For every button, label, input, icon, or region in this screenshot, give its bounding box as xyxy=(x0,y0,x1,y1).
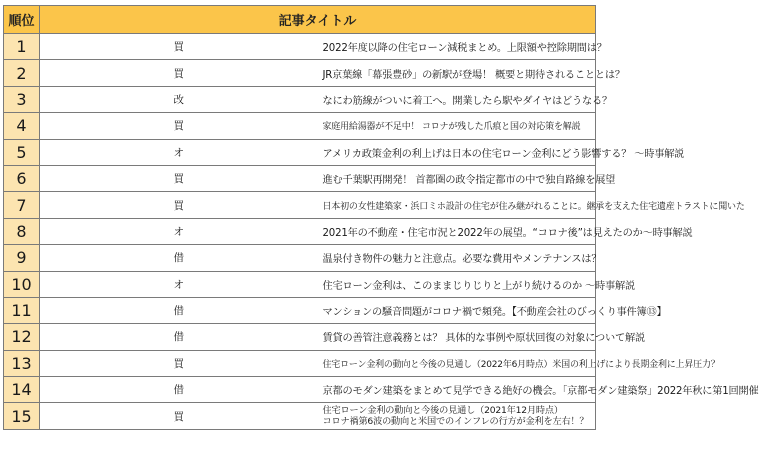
table-row[interactable] xyxy=(4,192,596,218)
title-header: 記事タイトル xyxy=(40,6,596,34)
article-title-link[interactable]: なにわ筋線がついに着工へ。開業したら駅やダイヤはどうなる？ xyxy=(318,86,596,112)
table-row[interactable] xyxy=(4,297,596,323)
category-badge: 借 xyxy=(40,245,318,271)
category-badge: 買 xyxy=(40,34,318,60)
category-badge: 買 xyxy=(40,192,318,218)
rank-cell: 8 xyxy=(4,218,40,244)
article-title-link[interactable]: 住宅ローン金利の動向と今後の見通し（2022年6月時点）米国の利上げにより長期金利に上昇圧力？ xyxy=(318,350,596,376)
table-row[interactable] xyxy=(4,139,596,165)
article-title-link[interactable]: 家庭用給湯器が不足中！ コロナが残した爪痕と国の対応策を解説 xyxy=(318,113,596,139)
table-row[interactable] xyxy=(4,86,596,112)
rank-cell: 12 xyxy=(4,324,40,350)
table-row[interactable] xyxy=(4,271,596,297)
rank-cell: 5 xyxy=(4,139,40,165)
ranking-table-container xyxy=(3,5,759,430)
table-row[interactable] xyxy=(4,34,596,60)
table-row[interactable] xyxy=(4,403,596,429)
table-row[interactable] xyxy=(4,245,596,271)
table-row[interactable] xyxy=(4,60,596,86)
rank-cell: 2 xyxy=(4,60,40,86)
article-title-link[interactable]: JR京葉線「幕張豊砂」の新駅が登場！ 概要と期待されることとは？ xyxy=(318,60,596,86)
category-badge: オ xyxy=(40,271,318,297)
category-badge: オ xyxy=(40,139,318,165)
article-title-link[interactable]: 進む千葉駅再開発！ 首都圏の政令指定都市の中で独自路線を展望 xyxy=(318,165,596,191)
table-row[interactable] xyxy=(4,218,596,244)
rank-cell: 7 xyxy=(4,192,40,218)
category-badge: 買 xyxy=(40,60,318,86)
article-title-link[interactable]: 日本初の女性建築家・浜口ミホ設計の住宅が住み継がれることに。継承を支えた住宅遺産トラストに聞いた xyxy=(318,192,596,218)
table-row[interactable] xyxy=(4,324,596,350)
category-badge: 借 xyxy=(40,377,318,403)
article-title-link[interactable]: 温泉付き物件の魅力と注意点。必要な費用やメンテナンスは？ xyxy=(318,245,596,271)
rank-cell: 11 xyxy=(4,297,40,323)
category-badge: 借 xyxy=(40,324,318,350)
rank-cell: 14 xyxy=(4,377,40,403)
article-title-line: 住宅ローン金利の動向と今後の見通し（2021年12月時点） xyxy=(322,405,563,417)
table-row[interactable] xyxy=(4,377,596,403)
article-title-link[interactable]: マンションの騒音問題がコロナ禍で頻発。【不動産会社のびっくり事件簿⑬】 xyxy=(318,297,596,323)
rank-cell: 1 xyxy=(4,34,40,60)
table-row[interactable] xyxy=(4,350,596,376)
rank-header: 順位 xyxy=(4,6,40,34)
category-badge: 買 xyxy=(40,165,318,191)
table-row[interactable] xyxy=(4,165,596,191)
article-title-link[interactable] xyxy=(318,403,596,429)
rank-cell: 6 xyxy=(4,165,40,191)
article-title-line: コロナ禍第6波の動向と米国でのインフレの行方が金利を左右！？ xyxy=(322,416,589,428)
category-badge: 借 xyxy=(40,297,318,323)
table-row[interactable] xyxy=(4,113,596,139)
article-title-link[interactable]: 住宅ローン金利は、このままじりじりと上がり続けるのか ～時事解説 xyxy=(318,271,596,297)
table-header-row xyxy=(4,6,596,34)
rank-cell: 4 xyxy=(4,113,40,139)
rank-cell: 13 xyxy=(4,350,40,376)
article-title-link[interactable]: 京都のモダン建築をまとめて見学できる絶好の機会。「京都モダン建築祭」2022年秋に第1回開催 xyxy=(318,377,596,403)
category-badge: オ xyxy=(40,218,318,244)
article-title-link[interactable]: 2021年の不動産・住宅市況と2022年の展望。“コロナ後”は見えたのか～時事解説 xyxy=(318,218,596,244)
category-badge: 改 xyxy=(40,86,318,112)
rank-cell: 3 xyxy=(4,86,40,112)
category-badge: 買 xyxy=(40,350,318,376)
category-badge: 買 xyxy=(40,403,318,429)
rank-cell: 10 xyxy=(4,271,40,297)
ranking-table xyxy=(3,5,759,430)
category-badge: 買 xyxy=(40,113,318,139)
article-title-link[interactable]: 2022年度以降の住宅ローン減税まとめ。上限額や控除期間は？ xyxy=(318,34,596,60)
article-title-link[interactable]: 賃貸の善管注意義務とは？ 具体的な事例や原状回復の対象について解説 xyxy=(318,324,596,350)
rank-cell: 15 xyxy=(4,403,40,429)
article-title-link[interactable]: アメリカ政策金利の利上げは日本の住宅ローン金利にどう影響する？ ～時事解説 xyxy=(318,139,596,165)
rank-cell: 9 xyxy=(4,245,40,271)
